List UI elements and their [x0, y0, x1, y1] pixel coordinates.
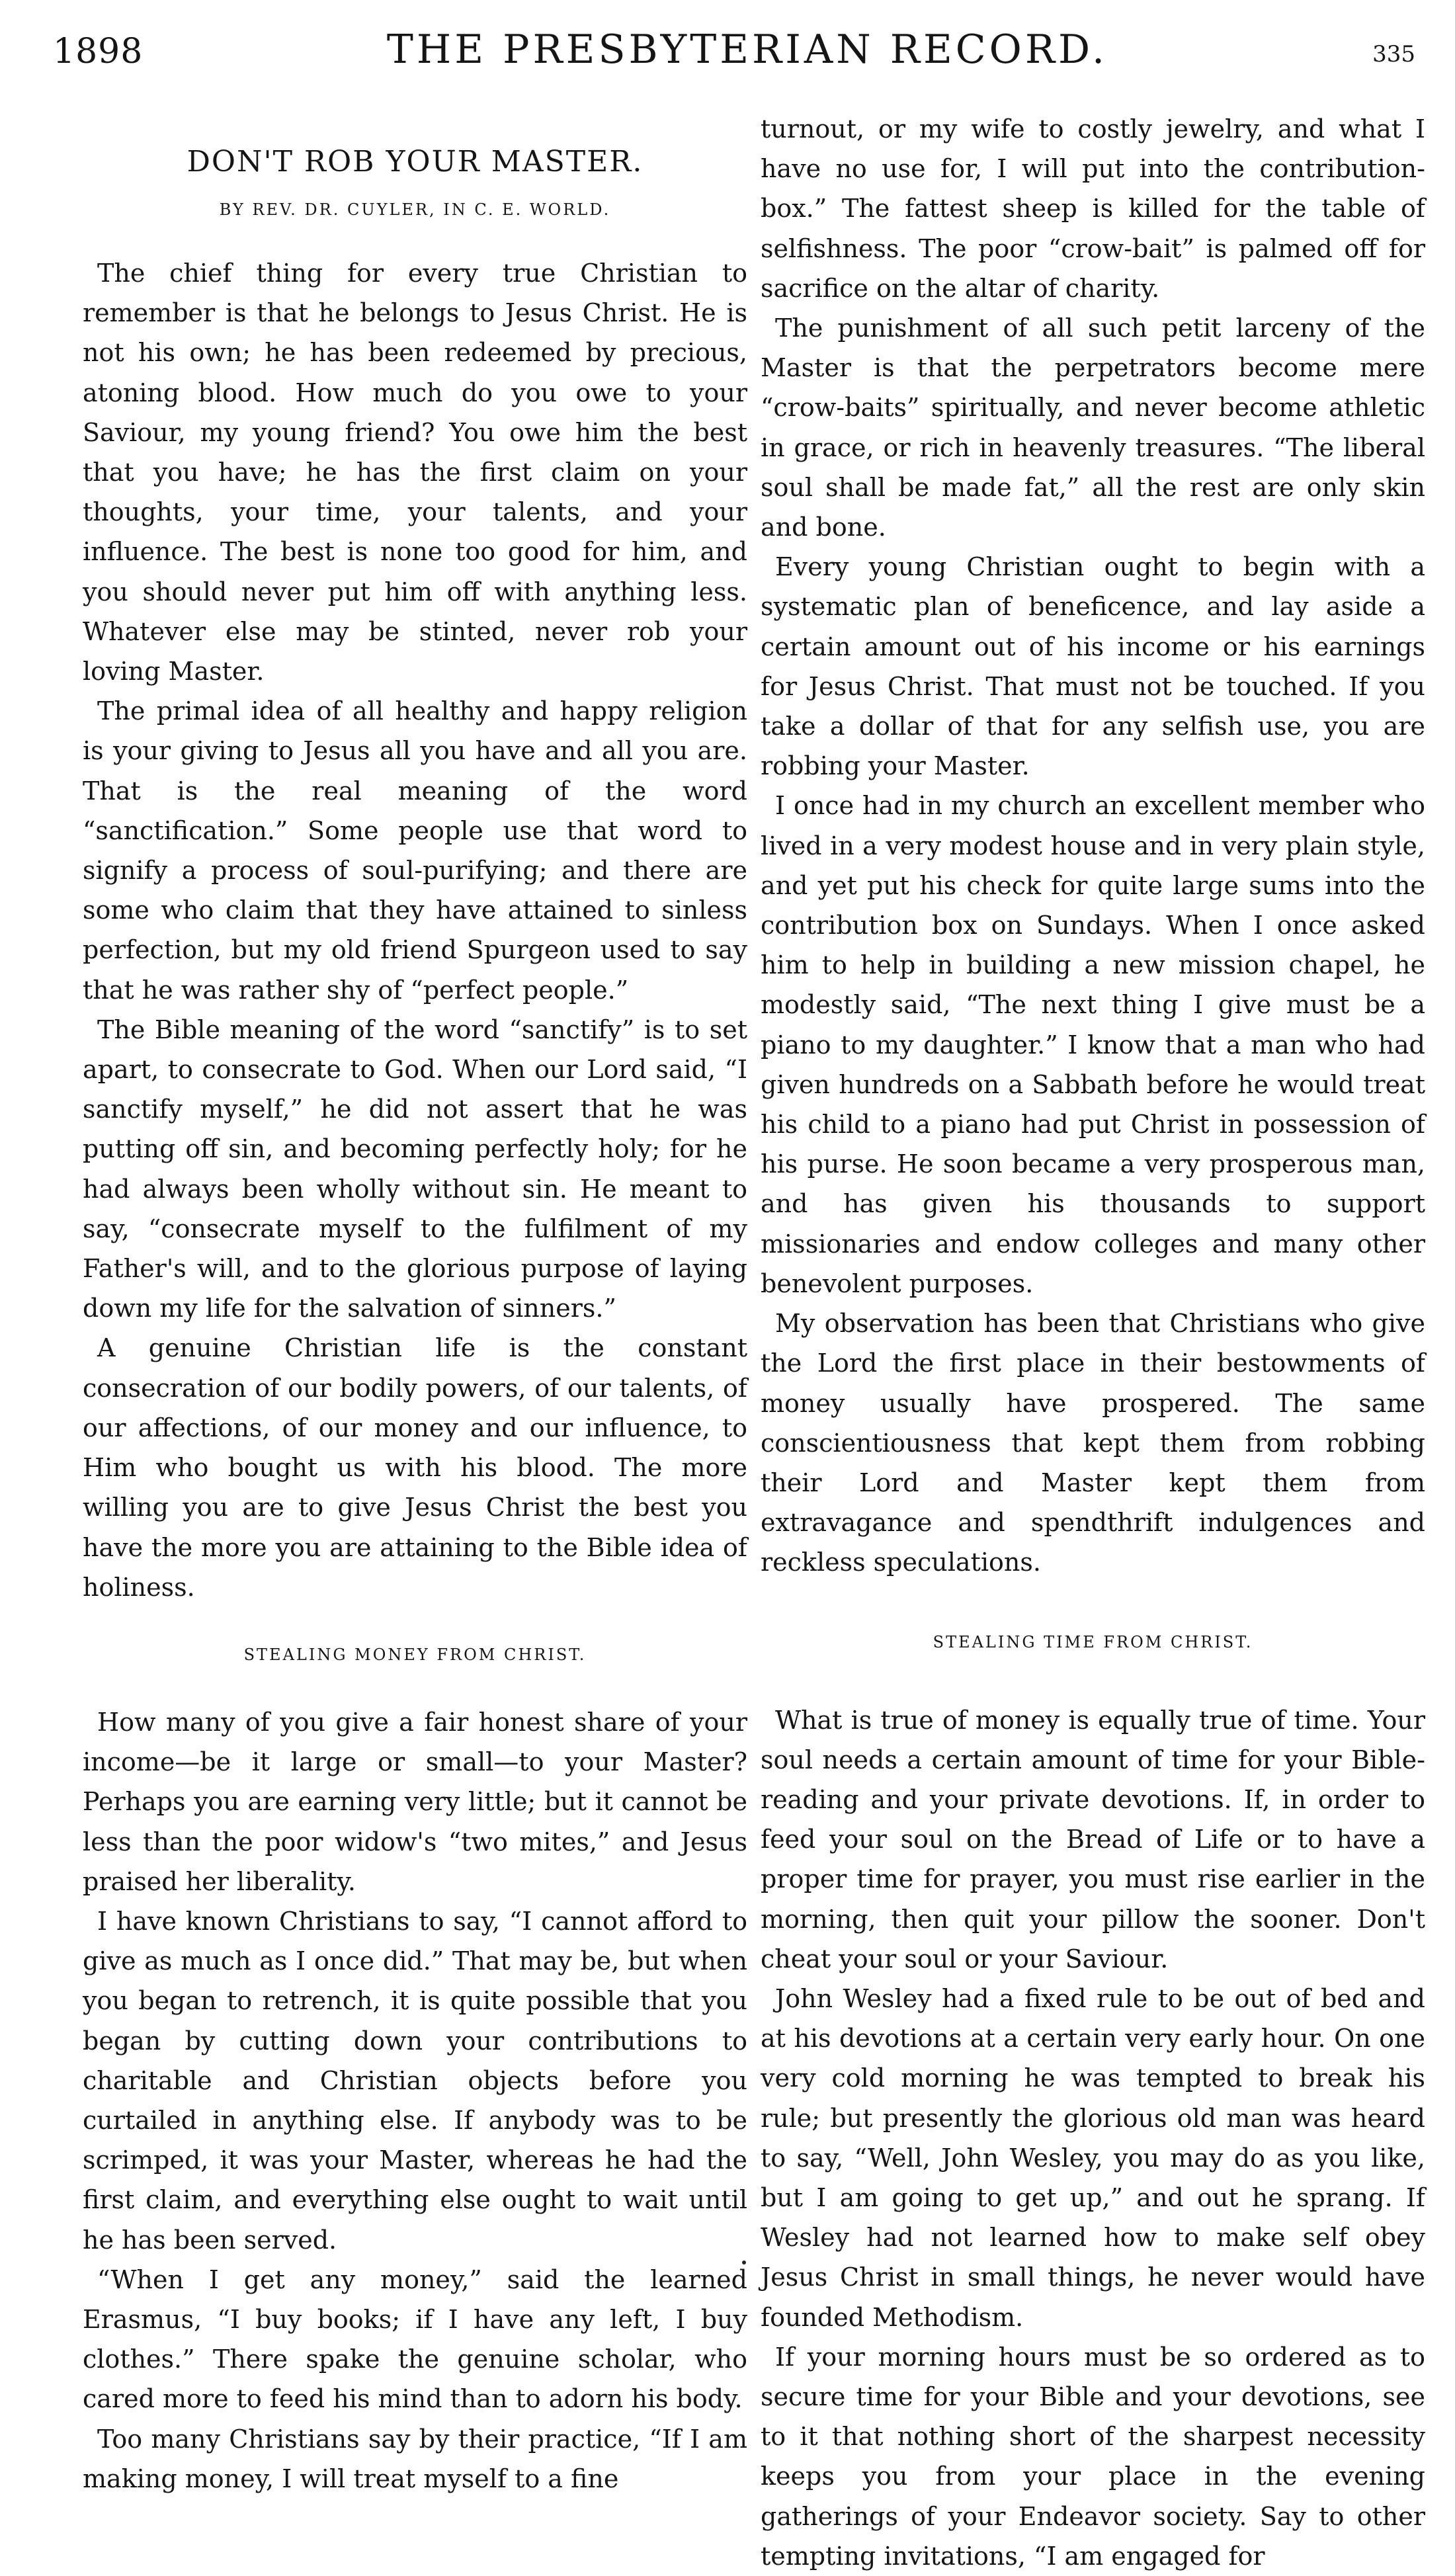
paragraph: I once had in my church an excellent member who lived in a very modest house and in very plain style, and yet put his check for quite large sums into the contribution box on Sundays. When I once asked him to help in building a new mission chapel, he modestly said, “The next thing I give must be a piano to my daughter.” I know that a man who had given hundreds on a Sabbath before he would treat his child to a piano had put Christ in possession of his purse. He soon became a very prosperous man, and has given his thousands to support missionaries and endow colleges and many other benevolent purposes.	[761, 791, 1425, 1298]
article-byline: BY REV. DR. CUYLER, IN C. E. WORLD.	[219, 200, 611, 219]
section-heading-time: STEALING TIME FROM CHRIST.	[933, 1632, 1253, 1651]
paragraph: “When I get any money,” said the learned Erasmus, “I buy books; if I have any left, I buy clothes.” There spake the genuine scholar, who cared more to feed his mind than to adorn his body.	[83, 2264, 747, 2414]
paragraph: The primal idea of all healthy and happy religion is your giving to Jesus all you have and all you are. That is the real meaning of the word “sanctification.” Some people use that word to signify a process of soul-purifying; and there are some who claim that they have attained to sinless perfection, but my old friend Spurgeon used to say that he was rather shy of “perfect people.”	[83, 696, 747, 1005]
paragraph: Every young Christian ought to begin with a systematic plan of beneficence, and lay aside a certain amount out of his income or his earnings for Jesus Christ. That must not be touched. If you take a dollar of that for any selfish use, you are robbing your Master.	[761, 552, 1425, 781]
paragraph: My observation has been that Christians who give the Lord the first place in their bestowments of money usually have prospered. The same conscientiousness that kept them from robbing their Lord and Master kept them from extravagance and spendthrift indulgences and reckless speculations.	[761, 1309, 1425, 1577]
page-header	[40, 26, 1455, 93]
paragraph: What is true of money is equally true of time. Your soul needs a certain amount of time for your Bible-reading and your private devotions. If, in order to feed your soul on the Bread of Life or to have a proper time for prayer, you must rise earlier in the morning, then quit your pillow the sooner. Don't cheat your soul or your Saviour.	[761, 1705, 1425, 1974]
publication-title: THE PRESBYTERIAN RECORD.	[386, 26, 1108, 73]
article-title: DON'T ROB YOUR MASTER.	[187, 145, 644, 179]
print-speck	[742, 2261, 746, 2264]
paragraph: How many of you give a fair honest share of your income—be it large or small—to your Master? Perhaps you are earning very little; but it cannot be less than the poor widow's “two mites,” and Jesus praised her liberality.	[83, 1707, 747, 1896]
header-year: 1898	[53, 32, 144, 71]
paragraph: If your morning hours must be so ordered as to secure time for your Bible and your devotions, see to it that nothing short of the sharpest necessity keeps you from your place in the evening gatherings of your Endeavor society. Say to other tempting invitations, “I am engaged for	[761, 2342, 1425, 2571]
paragraph: turnout, or my wife to costly jewelry, and what I have no use for, I will put into the contribution-box.” The fattest sheep is killed for the table of selfishness. The poor “crow-bait” is palmed off for sacrifice on the altar of charity.	[761, 114, 1425, 303]
paragraph: John Wesley had a fixed rule to be out of bed and at his devotions at a certain very early hour. On one very cold morning he was tempted to break his rule; but presently the glorious old man was heard to say, “Well, John Wesley, you may do as you like, but I am going to get up,” and out he sprang. If Wesley had not learned how to make self obey Jesus Christ in small things, he never would have founded Methodism.	[761, 1983, 1425, 2332]
left-column	[83, 129, 747, 2493]
paragraph: The Bible meaning of the word “sanctify” is to set apart, to consecrate to God. When our Lord said, “I sanctify myself,” he did not assert that he was putting off sin, and becoming perfectly holy; for he had always been wholly without sin. He meant to say, “consecrate myself to the fulfilment of my Father's will, and to the glorious purpose of laying down my life for the salvation of sinners.”	[83, 1015, 747, 1323]
paragraph: The chief thing for every true Christian to remember is that he belongs to Jesus Christ. He is not his own; he has been redeemed by precious, atoning blood. How much do you owe to your Saviour, my young friend? You owe him the best that you have; he has the first claim on your thoughts, your time, your talents, and your influence. The best is none too good for him, and you should never put him off with anything less. Whatever else may be stinted, never rob your loving Master.	[83, 259, 747, 686]
paragraph: The punishment of all such petit larceny of the Master is that the perpetrators become mere “crow-baits” spiritually, and never become athletic in grace, or rich in heavenly treasures. “The liberal soul shall be made fat,” all the rest are only skin and bone.	[761, 313, 1425, 542]
paragraph: A genuine Christian life is the constant consecration of our bodily powers, of our talents, of our affections, of our money and our influence, to Him who bought us with his blood. The more willing you are to give Jesus Christ the best you have the more you are attaining to the Bible idea of holiness.	[83, 1333, 747, 1602]
paragraph: Too many Christians say by their practice, “If I am making money, I will treat myself to a fine	[83, 2424, 747, 2493]
section-heading-money: STEALING MONEY FROM CHRIST.	[243, 1645, 587, 1664]
paragraph: I have known Christians to say, “I cannot afford to give as much as I once did.” That may be, but when you began to retrench, it is quite possible that you began by cutting down your contributions to charitable and Christian objects before you curtailed in anything else. If anybody was to be scrimped, it was your Master, whereas he had the first claim, and everything else ought to wait until he has been served.	[83, 1906, 747, 2255]
page-number: 335	[1372, 41, 1415, 67]
right-column	[761, 109, 1425, 2571]
